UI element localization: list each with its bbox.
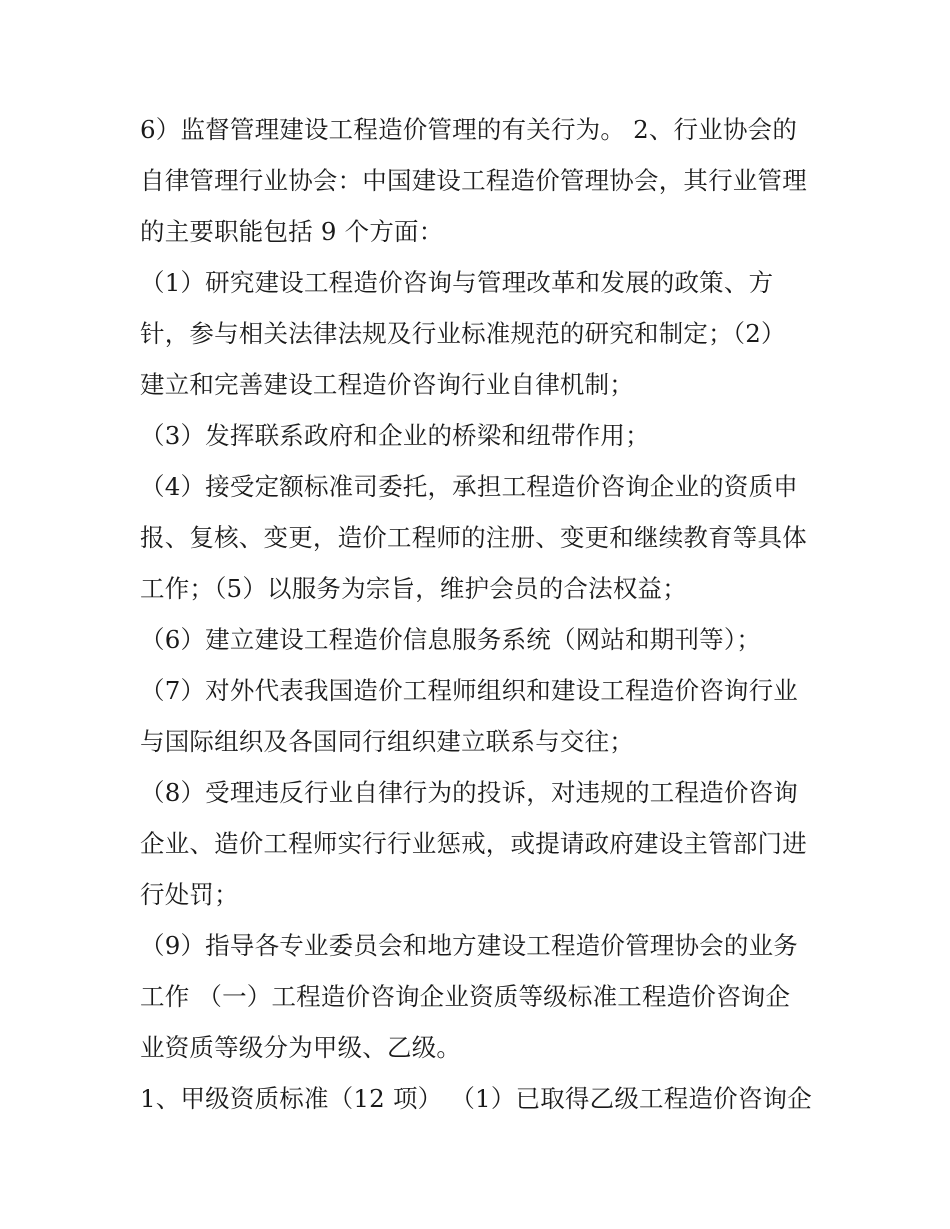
text-line: 行处罚；	[140, 880, 239, 909]
text-line: （3）发挥联系政府和企业的桥梁和纽带作用；	[140, 421, 650, 450]
text-line: 的主要职能包括 9 个方面：	[140, 217, 444, 246]
text-line: （1）研究建设工程造价咨询与管理改革和发展的政策、方	[140, 268, 774, 297]
text-line: （6）建立建设工程造价信息服务系统（网站和期刊等）；	[140, 625, 762, 654]
text-line: 1、甲级资质标准（12 项） （1）已取得乙级工程造价咨询企	[140, 1084, 812, 1113]
text-line: 与国际组织及各国同行组织建立联系与交往；	[140, 727, 634, 756]
text-line: 针，参与相关法律法规及行业标准规范的研究和制定；（2）	[140, 319, 786, 348]
text-line: 建立和完善建设工程造价咨询行业自律机制；	[140, 370, 634, 399]
text-line: 业资质等级分为甲级、乙级。	[140, 1033, 462, 1062]
text-line: 报、复核、变更，造价工程师的注册、变更和继续教育等具体	[140, 523, 807, 552]
text-line: 自律管理行业协会：中国建设工程造价管理协会，其行业管理	[140, 166, 807, 195]
text-line: （4）接受定额标准司委托，承担工程造价咨询企业的资质申	[140, 472, 798, 501]
text-line: 企业、造价工程师实行行业惩戒，或提请政府建设主管部门进	[140, 829, 807, 858]
text-line: （8）受理违反行业自律行为的投诉，对违规的工程造价咨询	[140, 778, 798, 807]
text-line: 工作；（5）以服务为宗旨，维护会员的合法权益；	[140, 574, 687, 603]
text-line: （9）指导各专业委员会和地方建设工程造价管理协会的业务	[140, 931, 798, 960]
text-line: （7）对外代表我国造价工程师组织和建设工程造价咨询行业	[140, 676, 798, 705]
text-line: 工作 （一）工程造价咨询企业资质等级标准工程造价咨询企	[140, 982, 791, 1011]
text-line: 6）监督管理建设工程造价管理的有关行为。 2、行业协会的	[140, 115, 798, 144]
